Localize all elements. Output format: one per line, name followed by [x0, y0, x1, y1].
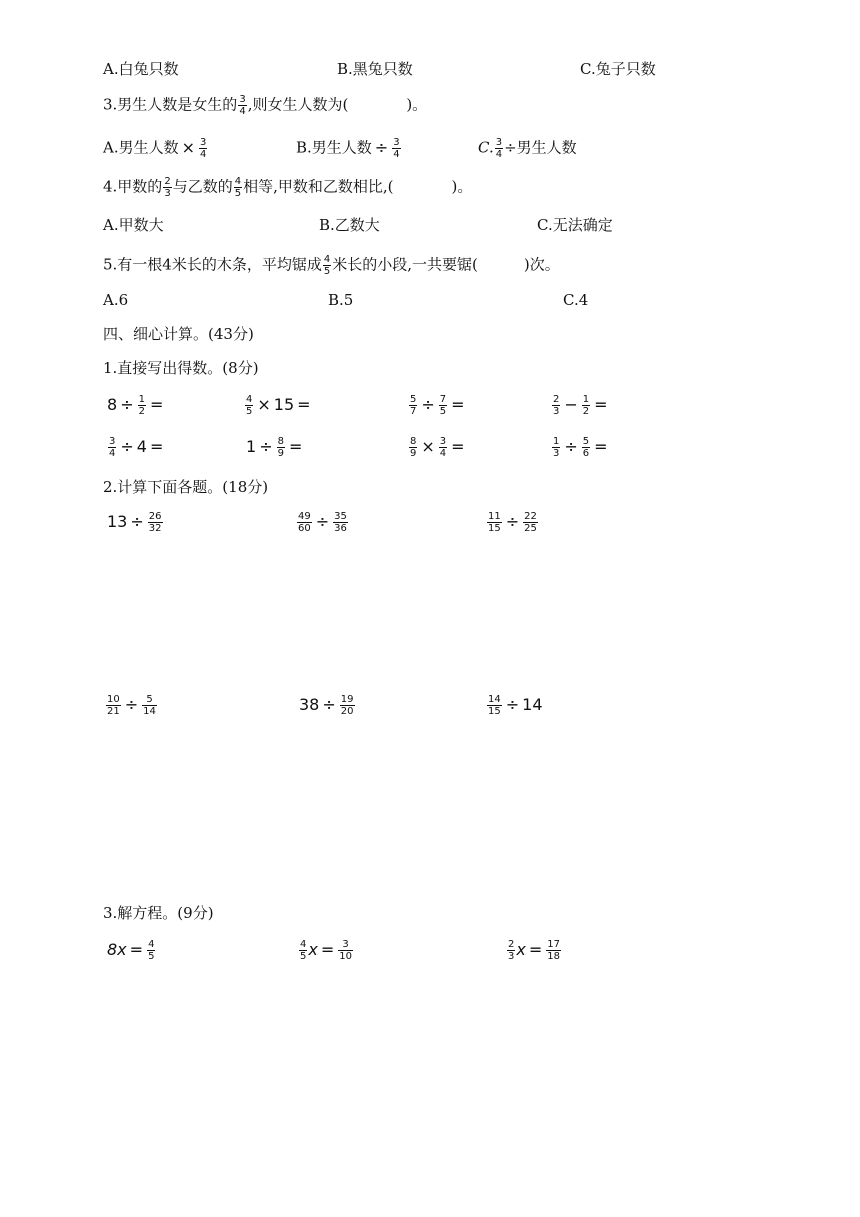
numerator: 4 [300, 939, 307, 950]
denominator: 5 [439, 406, 447, 417]
oral-problem [551, 394, 611, 417]
number: 38 [299, 695, 320, 714]
fraction [546, 939, 561, 962]
q5-option-a: A.6 [103, 291, 129, 309]
fraction [148, 511, 163, 534]
denominator: 3 [164, 188, 171, 199]
q3-option-a [103, 137, 208, 160]
times-sign: × [421, 437, 435, 456]
fraction [338, 939, 353, 962]
denominator: 14 [143, 706, 156, 717]
equals-sign: = [528, 940, 543, 959]
denominator: 5 [234, 188, 242, 199]
question-4 [103, 176, 472, 199]
denominator: 4 [393, 149, 400, 160]
denominator: 3 [508, 951, 515, 962]
q5-option-b: B.5 [328, 291, 354, 309]
calc-problem [107, 511, 164, 534]
q4-option-c: C.无法确定 [537, 216, 613, 234]
numerator: 3 [338, 939, 353, 951]
q5-suffix-a: 米长的小段,一共要锯( [332, 255, 478, 274]
numerator: 5 [410, 394, 417, 405]
number: 13 [107, 512, 128, 531]
q4-prefix: 4.甲数的 [103, 177, 163, 196]
fraction [439, 394, 447, 417]
equals-sign: = [129, 940, 144, 959]
equals-sign: = [149, 395, 164, 414]
q3-option-b [296, 137, 402, 160]
numerator: 1 [582, 394, 590, 405]
calc-problem [486, 511, 539, 534]
divide-sign: ÷ [130, 512, 144, 531]
denominator: 4 [439, 448, 447, 459]
number: 1 [246, 437, 257, 456]
numerator: 8 [410, 436, 417, 447]
numerator: 2 [508, 939, 515, 950]
equals-sign: = [594, 437, 608, 456]
denominator: 2 [582, 406, 590, 417]
divide-sign: ÷ [374, 137, 389, 157]
fraction [392, 137, 400, 160]
fraction [277, 436, 285, 459]
q3-opt-c-label: C. [478, 138, 494, 157]
denominator: 2 [138, 406, 145, 417]
equals-sign: = [297, 395, 311, 414]
divide-sign: ÷ [120, 437, 134, 456]
fraction [409, 436, 417, 459]
fraction [299, 939, 307, 962]
numerator: 1 [553, 436, 560, 447]
part-3-title: 3.解方程。(9分) [103, 904, 214, 922]
q4-mid: 与乙数的 [172, 177, 233, 196]
denominator: 21 [107, 706, 120, 717]
q3-opt-a-label: A.男生人数 [103, 138, 179, 157]
q3-option-c [478, 137, 577, 160]
oral-problem [246, 436, 305, 459]
divide-sign: ÷ [259, 437, 273, 456]
q3-opt-c-rest: ÷男生人数 [504, 138, 577, 157]
fraction [487, 694, 502, 717]
denominator: 9 [410, 448, 417, 459]
numerator: 4 [323, 254, 331, 265]
denominator: 3 [553, 406, 560, 417]
q2-option-b: B.黑兔只数 [337, 60, 413, 78]
q4-option-b: B.乙数大 [319, 216, 380, 234]
numerator: 3 [439, 436, 447, 447]
numerator: 4 [148, 939, 155, 950]
q3-prefix: 3.男生人数是女生的 [103, 95, 238, 114]
minus-sign: − [564, 395, 578, 414]
question-5 [103, 254, 560, 277]
fraction [323, 254, 331, 277]
numerator: 2 [553, 394, 560, 405]
fraction [409, 394, 417, 417]
oral-problem [408, 394, 468, 417]
numerator: 3 [200, 137, 207, 148]
numerator: 5 [582, 436, 590, 447]
numerator: 10 [107, 694, 120, 705]
part-1-title: 1.直接写出得数。(8分) [103, 359, 259, 377]
equals-sign: = [288, 437, 303, 456]
equation [107, 939, 156, 962]
equals-sign: = [451, 395, 465, 414]
fraction [163, 176, 171, 199]
number: 8 [107, 395, 118, 414]
denominator: 9 [277, 448, 284, 459]
denominator: 25 [524, 523, 537, 534]
fraction [487, 511, 502, 534]
denominator: 15 [488, 523, 501, 534]
divide-sign: ÷ [505, 512, 520, 531]
fraction [106, 694, 121, 717]
fraction [138, 394, 146, 417]
divide-sign: ÷ [564, 437, 578, 456]
times-sign: × [181, 137, 196, 157]
q4-suffix-b: )。 [451, 177, 473, 196]
q4-suffix-a: 相等,甲数和乙数相比,( [243, 177, 394, 196]
numerator: 22 [524, 511, 537, 522]
fraction [495, 137, 503, 160]
denominator: 20 [340, 706, 354, 717]
numerator: 26 [148, 511, 162, 522]
numerator: 7 [439, 394, 447, 405]
numerator: 19 [340, 694, 354, 705]
divide-sign: ÷ [120, 395, 134, 414]
calc-problem [296, 511, 349, 534]
q3-fraction [238, 94, 246, 117]
numerator: 3 [109, 436, 116, 447]
equation [298, 939, 354, 962]
numerator: 4 [246, 394, 253, 405]
denominator: 10 [339, 951, 352, 962]
fraction [340, 694, 355, 717]
fraction [523, 511, 538, 534]
equals-sign: = [594, 395, 608, 414]
q3-suffix-a: ,则女生人数为( [247, 95, 349, 114]
times-sign: × [257, 395, 271, 414]
oral-problem [107, 394, 166, 417]
divide-sign: ÷ [124, 695, 139, 714]
fraction [147, 939, 155, 962]
oral-problem [408, 436, 468, 459]
q5-prefix: 5.有一根4米长的木条，平均锯成 [103, 255, 322, 274]
fraction [552, 394, 560, 417]
q4-option-a: A.甲数大 [103, 216, 164, 234]
equals-sign: = [149, 437, 164, 456]
numerator: 3 [495, 137, 503, 148]
q5-suffix-b: )次。 [523, 255, 560, 274]
fraction [333, 511, 348, 534]
equals-sign: = [320, 940, 335, 959]
numerator: 49 [298, 511, 311, 522]
denominator: 4 [495, 149, 503, 160]
denominator: 36 [334, 523, 347, 534]
section-title: 四、细心计算。(43分) [103, 325, 254, 343]
oral-problem [107, 436, 166, 459]
denominator: 15 [488, 706, 501, 717]
numerator: 17 [547, 939, 560, 950]
calc-problem [299, 694, 356, 717]
denominator: 5 [323, 266, 331, 277]
numerator: 3 [239, 94, 246, 105]
denominator: 18 [547, 951, 560, 962]
numerator: 11 [488, 511, 501, 522]
q3-opt-b-label: B.男生人数 [296, 138, 372, 157]
q3-suffix-b: )。 [406, 95, 428, 114]
numerator: 2 [164, 176, 171, 187]
number: 14 [522, 695, 543, 714]
q2-option-c: C.兔子只数 [580, 60, 656, 78]
denominator: 60 [298, 523, 311, 534]
numerator: 14 [488, 694, 501, 705]
denominator: 6 [582, 448, 590, 459]
q5-option-c: C.4 [563, 291, 589, 309]
fraction [245, 394, 253, 417]
oral-problem [244, 394, 314, 417]
fraction [582, 394, 590, 417]
variable: x [516, 940, 526, 959]
fraction [234, 176, 242, 199]
denominator: 5 [148, 951, 155, 962]
fraction [582, 436, 590, 459]
numerator: 35 [334, 511, 347, 522]
variable-term: 8x [107, 940, 127, 959]
denominator: 3 [553, 448, 560, 459]
denominator: 5 [300, 951, 307, 962]
fraction [297, 511, 312, 534]
q2-option-a: A.白兔只数 [103, 60, 179, 78]
divide-sign: ÷ [322, 695, 336, 714]
numerator: 3 [393, 137, 400, 148]
number: 4 [136, 437, 147, 456]
numerator: 8 [277, 436, 284, 447]
fraction [439, 436, 447, 459]
part-2-title: 2.计算下面各题。(18分) [103, 478, 269, 496]
denominator: 4 [109, 448, 116, 459]
denominator: 5 [246, 406, 253, 417]
fraction [199, 137, 207, 160]
equals-sign: = [451, 437, 465, 456]
variable: x [308, 940, 318, 959]
denominator: 32 [148, 523, 162, 534]
fraction [507, 939, 515, 962]
question-3 [103, 94, 427, 117]
fraction [552, 436, 560, 459]
number: 15 [273, 395, 295, 414]
oral-problem [551, 436, 611, 459]
fraction [142, 694, 157, 717]
numerator: 4 [234, 176, 242, 187]
calc-problem [105, 694, 158, 717]
numerator: 1 [138, 394, 145, 405]
denominator: 4 [239, 106, 246, 117]
numerator: 5 [142, 694, 157, 706]
calc-problem [486, 694, 543, 717]
divide-sign: ÷ [421, 395, 435, 414]
divide-sign: ÷ [505, 695, 520, 714]
denominator: 7 [410, 406, 417, 417]
denominator: 4 [200, 149, 207, 160]
equation [506, 939, 562, 962]
fraction [108, 436, 116, 459]
divide-sign: ÷ [315, 512, 330, 531]
